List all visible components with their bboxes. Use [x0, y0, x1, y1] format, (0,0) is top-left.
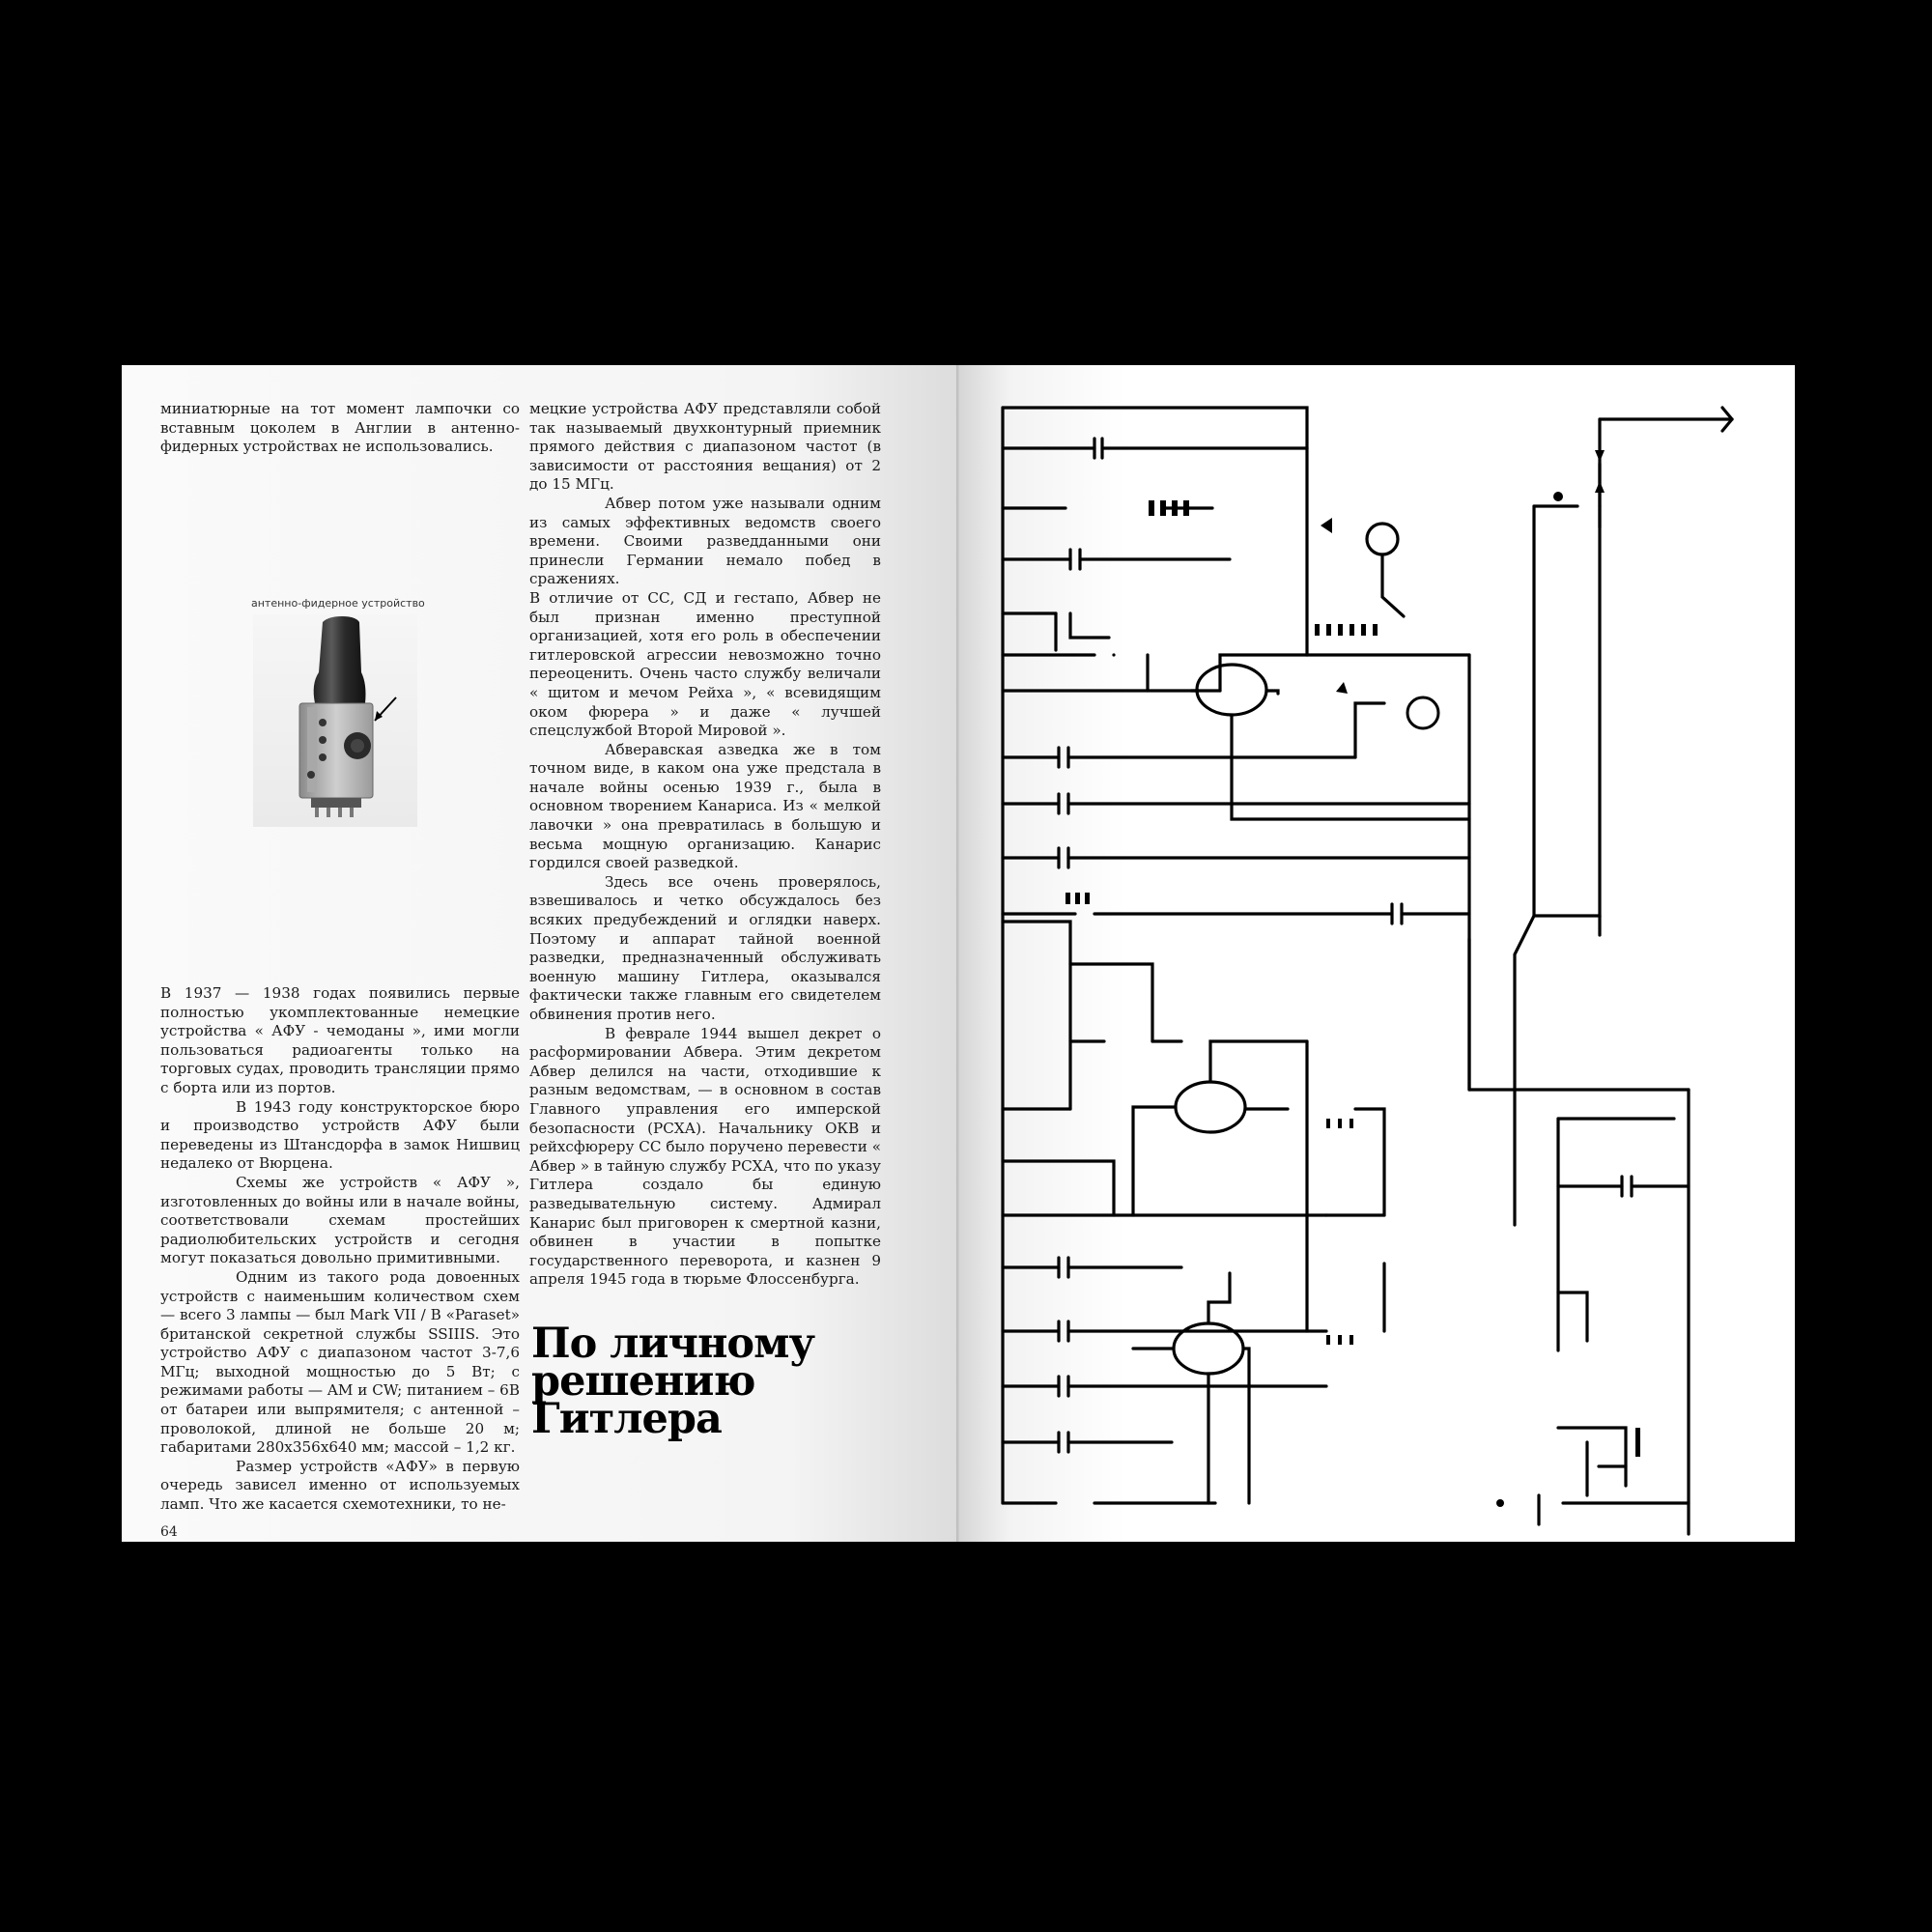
- paragraph: В отличие от СС, СД и гестапо, Абвер не был признан именно преступной организацией, хотя его роль в обеспечении гитлеровской агрессии невозможно точно переоценить. Очень часто службу величали « щитом и мечом Рейха », « всевидящим оком фюрера » и даже « лучшей спецслужбой Второй Мировой ».: [529, 588, 881, 740]
- section-heading: [531, 1320, 879, 1443]
- device-photo: [253, 614, 417, 827]
- paragraph: Абверавская азведка же в том точном виде, в каком она уже предстала в начале войны осенью 1939 г., была в основном творением Канариса. Из « мелкой лавочки » она превратилась в большую и весьма мощную организацию. Канарис гордился своей разведкой.: [529, 740, 881, 872]
- circuit-schematic: [959, 365, 1795, 1542]
- heading-line: По личному: [531, 1320, 814, 1368]
- figure-caption: антенно-фидерное устройство: [251, 597, 425, 610]
- column-2: [529, 400, 881, 1290]
- paragraph: Абвер потом уже называли одним из самых эффективных ведомств своего времени. Своими разведданными они принесли Германии немало побед в сражениях.: [529, 494, 881, 588]
- paragraph: В 1937 — 1938 годах появились первые полностью укомплектованные немецкие устройства « АФУ - чемоданы », ими могли пользоваться радиоагенты только на торговых судах, проводить трансляции прямо с борта или из портов.: [160, 984, 520, 1096]
- paragraph: мецкие устройства АФУ представляли собой так называемый двухконтурный приемник прямого действия с диапазоном частот (в зависимости от расстояния вещания) от 2 до 15 МГц.: [529, 400, 881, 494]
- right-page: [959, 365, 1795, 1542]
- column-1-top: [160, 400, 520, 457]
- paragraph: Схемы же устройств « АФУ », изготовленных до войны или в начале войны, соответствовали схемам простейших радиолюбительских устройств и сегодня могут показаться довольно примитивными.: [160, 1173, 520, 1267]
- paragraph: Здесь все очень проверялось, взвешивалось и четко обсуждалось без всяких предубеждений и оглядки наверх. Поэтому и аппарат тайной военной разведки, предназначенный обслуживать военную машину Гитлера, оказывался фактически также главным его свидетелем обвинения против него.: [529, 872, 881, 1023]
- left-page: [122, 365, 958, 1542]
- paragraph: миниатюрные на тот момент лампочки со вставным цоколем в Англии в антенно-фидерных устройствах не использовались.: [160, 400, 520, 456]
- page-number: 64: [160, 1524, 178, 1540]
- paragraph: Одним из такого рода довоенных устройств с наименьшим количеством схем — всего 3 лампы — был Mark VII / B «Paraset» британской секретной службы SSIIIS. Это устройство АФУ с диапазоном частот 3-7,6 МГц; выходной мощностью до 5 Вт; с режимами работы — AM и CW; питанием – 6В от батареи или выпрямителя; с антенной – проволокой, длиной не больше 20 м; габаритами 280х356х640 мм; массой – 1,2 кг.: [160, 1267, 520, 1457]
- paragraph: В феврале 1944 вышел декрет о расформировании Абвера. Этим декретом Абвер делился на части, отходившие к разным ведомствам, — в основном в состав Главного управления его имперской безопасности (РСХА). Начальнику ОКВ и рейхсфюреру СС было поручено перевести « Абвер » в тайную службу РСХА, что по указу Гитлера создало бы единую разведывательную систему. Адмирал Канарис был приговорен к смертной казни, обвинен в участии в попытке государственного переворота, и казнен 9 апреля 1945 года в тюрьме Флоссенбурга.: [529, 1024, 881, 1289]
- paragraph: Размер устройств «АФУ» в первую очередь зависел именно от используемых ламп. Что же касается схемотехники, то не-: [160, 1457, 520, 1514]
- heading-line: решению: [531, 1357, 755, 1406]
- column-1-bottom: [160, 984, 520, 1515]
- antenna-feeder-device-image: [253, 614, 417, 827]
- heading-line: Гитлера: [531, 1395, 722, 1443]
- paragraph: В 1943 году конструкторское бюро и производство устройств АФУ были переведены из Штансдорфа в замок Нишвиц недалеко от Вюрцена.: [160, 1097, 520, 1173]
